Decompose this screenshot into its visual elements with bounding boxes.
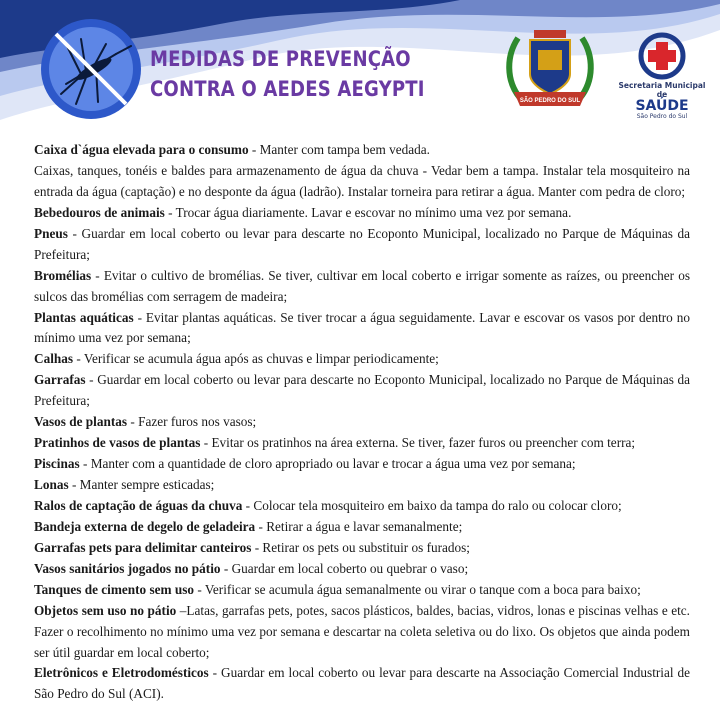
municipal-crest-icon bbox=[500, 26, 600, 112]
item-text: Guardar em local coberto ou levar para descarte no Ecoponto Municipal, localizado no Parque de Máquinas da Prefeitura; bbox=[34, 372, 691, 409]
list-item bbox=[34, 475, 690, 496]
item-term: Vasos de plantas bbox=[34, 414, 128, 430]
item-term: Garrafas bbox=[34, 372, 86, 388]
item-text: Trocar água diariamente. Lavar e escovar no mínimo uma vez por semana. bbox=[175, 204, 572, 220]
item-separator: - bbox=[200, 435, 212, 451]
item-text: Verificar se acumula água após as chuvas e limpar periodicamente; bbox=[83, 351, 439, 367]
item-term: Bebedouros de animais bbox=[34, 204, 165, 220]
item-separator: – bbox=[176, 602, 187, 618]
item-term: Pratinhos de vasos de plantas bbox=[34, 435, 201, 451]
item-text: Colocar tela mosquiteiro em baixo da tampa do ralo ou colocar cloro; bbox=[253, 497, 622, 513]
health-department-label: Secretaria Municipal de bbox=[618, 81, 706, 99]
list-item bbox=[34, 203, 690, 224]
item-text: Guardar em local coberto ou levar para descarte na Associação Comercial Industrial de São Pedro do Sul (ACI). bbox=[34, 665, 690, 702]
item-separator: - bbox=[68, 477, 80, 492]
item-separator: - bbox=[79, 456, 91, 472]
list-item bbox=[34, 580, 690, 601]
list-item bbox=[34, 370, 690, 412]
item-text: Retirar a água e lavar semanalmente; bbox=[266, 518, 463, 534]
item-text: Guardar em local coberto ou levar para descarte no Ecoponto Municipal, localizado no Parque de Máquinas da Prefeitura; bbox=[34, 225, 690, 262]
prevention-list bbox=[34, 140, 690, 705]
item-term: Plantas aquáticas bbox=[34, 309, 134, 325]
item-separator: - bbox=[67, 225, 82, 241]
item-separator: - bbox=[85, 372, 98, 388]
item-separator: - bbox=[133, 309, 146, 325]
item-text: Manter com a quantidade de cloro apropriado ou lavar e trocar a água uma vez por semana; bbox=[90, 456, 576, 472]
list-item bbox=[34, 266, 690, 308]
mosquito-prohibited-icon bbox=[36, 14, 146, 124]
item-text: Evitar os pratinhos na área externa. Se tiver, fazer furos ou preencher com terra; bbox=[211, 435, 636, 451]
item-text: Manter sempre esticadas; bbox=[79, 477, 215, 492]
list-item bbox=[34, 412, 690, 433]
list-item bbox=[34, 517, 690, 538]
list-item bbox=[34, 308, 690, 350]
list-item bbox=[34, 349, 690, 370]
list-item bbox=[34, 433, 690, 454]
item-term: Ralos de captação de águas da chuva bbox=[34, 497, 243, 513]
item-separator: - bbox=[73, 351, 84, 367]
item-text: Retirar os pets ou substituir os furados; bbox=[262, 539, 470, 555]
item-text: Caixas, tanques, tonéis e baldes para armazenamento de água da chuva - Vedar bem a tampa. Instalar tela mosquiteiro na entrada da água (captação) e no desponte da água (ladrão). Instalar torneira para retirar a água. Manter com pedra de cloro; bbox=[34, 162, 690, 199]
list-item bbox=[34, 224, 690, 266]
list-item bbox=[34, 140, 690, 161]
list-item bbox=[34, 601, 690, 664]
health-department-name: SAÚDE bbox=[635, 98, 689, 114]
item-separator: - bbox=[248, 142, 260, 157]
item-text: Guardar em local coberto ou quebrar o vaso; bbox=[231, 560, 469, 576]
list-item bbox=[34, 496, 690, 517]
item-text: Evitar o cultivo de bromélias. Se tiver, cultivar em local coberto e irrigar somente as raízes, ou preencher os sulcos das bromélias com serragem de madeira; bbox=[34, 267, 690, 304]
item-term: Calhas bbox=[34, 351, 74, 367]
item-separator: - bbox=[255, 518, 267, 534]
item-text: Evitar plantas aquáticas. Se tiver trocar a água seguidamente. Lavar e escovar os vasos por dentro no mínimo uma vez por semana; bbox=[34, 309, 690, 346]
list-item bbox=[34, 559, 690, 580]
page-title bbox=[150, 44, 434, 104]
item-separator: - bbox=[251, 539, 263, 555]
item-term: Piscinas bbox=[34, 456, 80, 472]
item-separator: - bbox=[91, 267, 104, 283]
item-separator: - bbox=[208, 665, 222, 681]
item-separator: - bbox=[220, 560, 232, 576]
item-term: Bandeja externa de degelo de geladeira bbox=[34, 518, 256, 534]
title-line-2: CONTRA O AEDES AEGYPTI bbox=[150, 77, 425, 101]
item-term: Caixa d`água elevada para o consumo bbox=[34, 142, 249, 157]
crest-ribbon-text: SÃO PEDRO DO SUL bbox=[519, 98, 581, 104]
list-item bbox=[34, 538, 690, 559]
item-text: Verificar se acumula água semanalmente ou virar o tanque com a boca para baixo; bbox=[204, 581, 641, 597]
list-item bbox=[34, 663, 690, 705]
item-separator: - bbox=[127, 414, 139, 430]
health-department-city: São Pedro do Sul bbox=[636, 113, 688, 120]
health-department-logo bbox=[612, 32, 712, 118]
item-separator: - bbox=[164, 204, 176, 220]
item-separator: - bbox=[242, 497, 254, 513]
title-line-1: MEDIDAS DE PREVENÇÃO bbox=[150, 47, 411, 71]
item-term: Objetos sem uso no pátio bbox=[34, 602, 177, 618]
item-term: Pneus bbox=[34, 225, 68, 241]
item-term: Lonas bbox=[34, 477, 69, 492]
item-term: Tanques de cimento sem uso bbox=[34, 581, 195, 597]
list-item bbox=[34, 161, 690, 203]
item-text: Fazer furos nos vasos; bbox=[138, 414, 257, 430]
item-term: Vasos sanitários jogados no pátio bbox=[34, 560, 221, 576]
item-term: Garrafas pets para delimitar canteiros bbox=[34, 539, 252, 555]
item-text: Manter com tampa bem vedada. bbox=[259, 142, 430, 157]
item-term: Bromélias bbox=[34, 267, 92, 283]
item-separator: - bbox=[194, 581, 205, 597]
item-term: Eletrônicos e Eletrodomésticos bbox=[34, 665, 209, 681]
list-item bbox=[34, 454, 690, 475]
health-cross-icon bbox=[634, 32, 690, 80]
item-text: Latas, garrafas pets, potes, sacos plásticos, baldes, bacias, vidros, lonas e piscinas velhas e etc. Fazer o recolhimento no mínimo uma vez por semana e descartar na coleta seletiva ou do lixo. Os objetos que ainda podem ser útil guardar em local coberto; bbox=[34, 602, 690, 660]
